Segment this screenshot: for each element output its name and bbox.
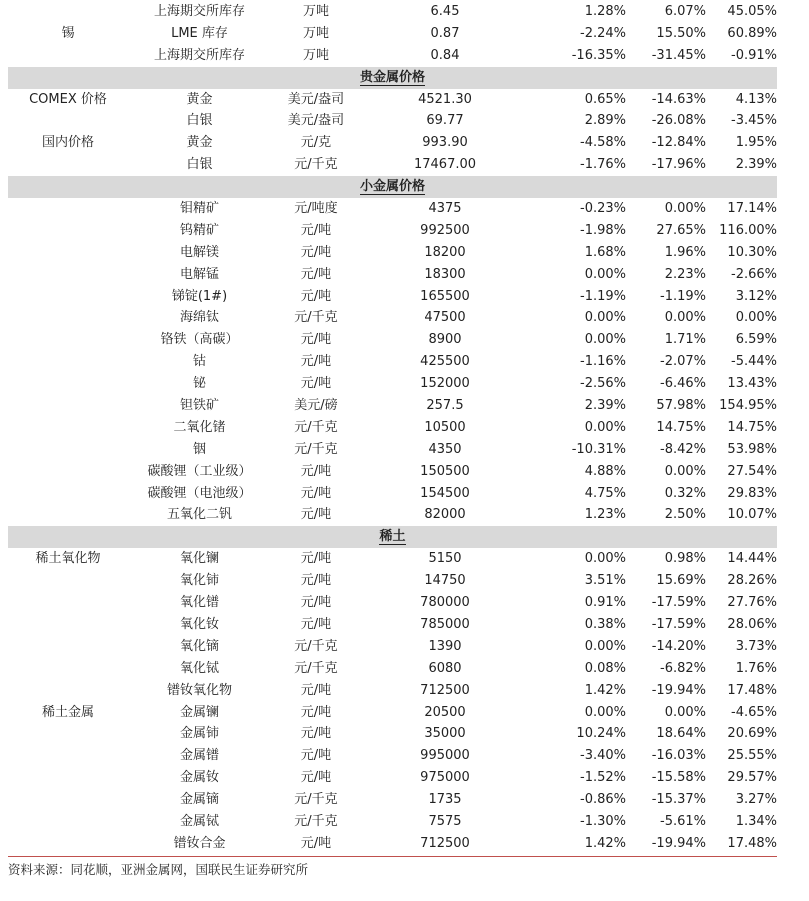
row-price: 47500 [424,310,466,326]
row-name: 五氧化二钒 [166,507,232,523]
table-row [8,833,777,855]
row-change-2: -5.61% [660,813,706,829]
price-table [8,1,777,855]
row-name: 铬铁（高碳） [160,332,239,348]
row-change-2: -6.46% [660,376,706,392]
row-name: 钼精矿 [179,201,219,217]
row-change-3: 3.27% [735,792,777,808]
row-name: 钴 [192,354,206,370]
minor-block [8,198,777,526]
row-price: 20500 [424,704,466,720]
row-change-3: 1.76% [735,660,777,676]
row-change-3: -5.44% [731,354,777,370]
row-price: 785000 [420,616,470,632]
table-row [8,504,777,526]
row-name: 金属铽 [179,813,219,829]
row-change-3: 4.13% [735,91,777,107]
row-change-3: 20.69% [727,726,777,742]
row-change-1: 0.00% [584,266,626,282]
row-price: 10500 [424,419,466,435]
row-name: 氧化镝 [179,638,219,654]
section-precious [8,67,777,89]
table-row [8,614,777,636]
table-bottom-rule [8,856,777,857]
row-price: 975000 [420,770,470,786]
row-change-3: 14.44% [727,551,777,567]
row-unit: 元/吨 [300,573,332,589]
row-change-1: -2.24% [580,25,626,41]
row-name: 镨钕氧化物 [166,682,232,698]
row-unit: 元/吨 [300,266,332,282]
row-change-1: 0.65% [584,91,626,107]
row-unit: 元/吨 [300,835,332,851]
row-change-2: -12.84% [651,135,706,151]
row-change-1: 0.91% [584,595,626,611]
row-unit: 元/千克 [294,792,338,808]
row-change-3: 60.89% [727,25,777,41]
row-change-3: 53.98% [727,441,777,457]
row-change-2: -17.59% [651,595,706,611]
row-change-3: 17.14% [727,201,777,217]
row-name: 氧化镨 [179,595,219,611]
row-unit: 元/吨 [300,244,332,260]
row-change-1: 3.51% [584,573,626,589]
section-minor-title: 小金属价格 [359,179,425,195]
row-price: 69.77 [426,113,464,129]
row-name: 氧化钕 [179,616,219,632]
row-price: 6.45 [430,4,460,19]
table-row [8,264,777,286]
row-change-1: 1.42% [584,835,626,851]
row-price: 780000 [420,595,470,611]
row-unit: 元/千克 [294,660,338,676]
row-name: 黄金 [186,91,213,107]
row-price: 150500 [420,463,470,479]
table-row [8,592,777,614]
row-change-3: 27.76% [727,595,777,611]
row-change-2: -1.19% [660,288,706,304]
source-note: 资料来源：同花顺，亚洲金属网，国联民生证券研究所 [8,862,309,877]
row-change-3: 154.95% [719,398,777,414]
row-change-2: -19.94% [651,835,706,851]
row-unit: 元/吨 [300,507,332,523]
row-change-2: 0.00% [664,463,706,479]
row-price: 35000 [424,726,466,742]
row-name: 上海期交所库存 [153,4,245,19]
row-unit: 元/千克 [294,157,338,173]
row-change-3: 28.06% [727,616,777,632]
row-unit: 元/吨 [300,616,332,632]
row-name: 上海期交所库存 [153,47,245,63]
row-change-1: 1.42% [584,682,626,698]
row-change-1: 0.00% [584,419,626,435]
row-price: 6080 [428,660,462,676]
row-change-2: 57.98% [656,398,706,414]
row-change-3: 13.43% [727,376,777,392]
row-unit: 元/吨 [300,376,332,392]
row-price: 257.5 [426,398,464,414]
row-change-3: 25.55% [727,748,777,764]
row-change-1: 0.00% [584,704,626,720]
row-change-2: 15.50% [656,25,706,41]
row-unit: 元/吨 [300,704,332,720]
row-name: 白银 [186,113,213,129]
row-name: 钽铁矿 [179,398,219,414]
row-unit: 元/吨 [300,288,332,304]
row-change-1: 0.08% [584,660,626,676]
row-change-2: -31.45% [651,47,706,63]
row-change-3: -2.66% [731,266,777,282]
table-row [8,132,777,154]
row-change-1: 0.00% [584,638,626,654]
table-row [8,745,777,767]
row-name: 电解锰 [179,266,219,282]
row-change-2: -14.20% [651,638,706,654]
row-group: 稀土金属 [41,704,94,720]
row-name: 金属钕 [179,770,219,786]
row-name: 金属镨 [179,748,219,764]
row-change-1: 2.89% [584,113,626,129]
row-change-1: 0.00% [584,551,626,567]
table-row [8,45,777,67]
row-change-1: -1.52% [580,770,626,786]
row-name: 二氧化锗 [173,419,226,435]
row-price: 425500 [420,354,470,370]
row-change-3: -4.65% [731,704,777,720]
row-change-1: 1.23% [584,507,626,523]
row-change-1: -0.86% [580,792,626,808]
row-change-3: 0.00% [735,310,777,326]
row-name: 黄金 [186,135,213,151]
table-row [8,570,777,592]
row-change-1: 4.88% [584,463,626,479]
row-change-2: -17.59% [651,616,706,632]
row-change-3: 2.39% [735,157,777,173]
row-unit: 元/吨 [300,682,332,698]
row-change-3: 116.00% [719,222,777,238]
row-change-1: -1.98% [580,222,626,238]
row-change-3: 17.48% [727,682,777,698]
table-row [8,286,777,308]
row-change-3: 29.57% [727,770,777,786]
row-unit: 元/吨 [300,332,332,348]
row-price: 0.87 [430,25,460,41]
section-precious-title: 贵金属价格 [359,69,425,85]
row-change-2: 14.75% [656,419,706,435]
row-unit: 美元/磅 [294,398,338,414]
table-row [8,723,777,745]
row-unit: 元/千克 [294,441,338,457]
row-name: 金属镝 [179,792,219,808]
row-change-1: -16.35% [571,47,626,63]
row-change-1: -3.40% [580,748,626,764]
row-change-2: 2.50% [664,507,706,523]
row-change-2: 18.64% [656,726,706,742]
table-row [8,636,777,658]
tin-block [8,1,777,67]
row-unit: 元/吨 [300,770,332,786]
row-group: 锡 [61,25,75,41]
row-unit: 元/吨 [300,463,332,479]
row-change-1: -1.30% [580,813,626,829]
row-name: 氧化镧 [179,551,219,567]
row-change-2: 0.00% [664,310,706,326]
table-row [8,154,777,176]
row-change-1: 2.39% [584,398,626,414]
row-unit: 美元/盎司 [287,113,345,129]
row-price: 993.90 [422,135,468,151]
table-row [8,351,777,373]
row-unit: 元/吨 [300,726,332,742]
table-row [8,220,777,242]
row-unit: 元/千克 [294,638,338,654]
row-change-1: -10.31% [571,441,626,457]
row-name: 锑锭(1#) [171,288,228,304]
row-change-1: -1.19% [580,288,626,304]
row-change-3: -0.91% [731,47,777,63]
row-change-1: -0.23% [580,201,626,217]
row-change-2: 1.71% [664,332,706,348]
row-unit: 元/吨 [300,595,332,611]
row-name: 白银 [186,157,213,173]
row-price: 14750 [424,573,466,589]
row-price: 0.84 [430,47,460,63]
row-price: 995000 [420,748,470,764]
row-group: 稀土氧化物 [35,551,101,567]
row-price: 4375 [428,201,462,217]
table-row [8,110,777,132]
table-row [8,680,777,702]
row-change-1: -2.56% [580,376,626,392]
row-unit: 万吨 [302,4,329,19]
row-name: 碳酸锂（工业级） [147,463,252,479]
table-row [8,811,777,833]
row-price: 165500 [420,288,470,304]
row-change-2: -17.96% [651,157,706,173]
table-row [8,789,777,811]
row-change-2: 0.98% [664,551,706,567]
row-change-3: 27.54% [727,463,777,479]
table-row [8,439,777,461]
row-change-2: 0.32% [664,485,706,501]
row-price: 154500 [420,485,470,501]
row-price: 712500 [420,835,470,851]
row-change-3: 3.73% [735,638,777,654]
row-name: LME 库存 [171,25,228,41]
row-unit: 元/吨度 [294,201,338,217]
row-name: 钨精矿 [179,222,219,238]
row-unit: 元/千克 [294,419,338,435]
row-price: 8900 [428,332,462,348]
row-change-2: 15.69% [656,573,706,589]
row-change-3: 10.30% [727,244,777,260]
row-change-2: -6.82% [660,660,706,676]
table-row [8,1,777,23]
row-name: 氧化铽 [179,660,219,676]
row-change-1: 0.38% [584,616,626,632]
rare-earth-block [8,548,777,854]
row-name: 海绵钛 [179,310,219,326]
row-change-2: -14.63% [651,91,706,107]
row-price: 18300 [424,266,466,282]
row-change-2: -2.07% [660,354,706,370]
table-row [8,658,777,680]
row-change-2: -16.03% [651,748,706,764]
table-row [8,767,777,789]
table-row [8,373,777,395]
section-rare-earth-title: 稀土 [379,529,406,545]
row-change-2: 1.96% [664,244,706,260]
row-price: 1735 [428,792,462,808]
table-row [8,461,777,483]
row-unit: 元/吨 [300,485,332,501]
row-change-3: -3.45% [731,113,777,129]
row-unit: 元/吨 [300,551,332,567]
row-change-2: -19.94% [651,682,706,698]
row-change-1: 0.00% [584,310,626,326]
row-unit: 元/吨 [300,748,332,764]
row-change-2: -8.42% [660,441,706,457]
row-change-1: -1.16% [580,354,626,370]
row-name: 电解镁 [179,244,219,260]
row-change-3: 1.34% [735,813,777,829]
row-unit: 美元/盎司 [287,91,345,107]
row-price: 152000 [420,376,470,392]
row-price: 5150 [428,551,462,567]
row-change-2: -15.37% [651,792,706,808]
row-change-2: 0.00% [664,201,706,217]
row-name: 铋 [192,376,206,392]
row-change-1: -1.76% [580,157,626,173]
row-group: COMEX 价格 [29,91,107,107]
row-unit: 元/吨 [300,222,332,238]
row-change-2: 2.23% [664,266,706,282]
row-change-3: 29.83% [727,485,777,501]
section-rare-earth [8,526,777,548]
row-group: 国内价格 [41,135,94,151]
row-change-2: 0.00% [664,704,706,720]
row-change-2: 6.07% [664,4,706,19]
row-change-1: -4.58% [580,135,626,151]
table-row [8,307,777,329]
row-change-1: 4.75% [584,485,626,501]
precious-block [8,89,777,177]
table-row [8,702,777,724]
row-unit: 元/千克 [294,310,338,326]
row-price: 1390 [428,638,462,654]
row-name: 碳酸锂（电池级） [147,485,252,501]
row-change-1: 1.68% [584,244,626,260]
table-row [8,89,777,111]
row-change-2: -26.08% [651,113,706,129]
table-row [8,329,777,351]
table-row [8,23,777,45]
table-row [8,242,777,264]
row-name: 铟 [192,441,206,457]
row-price: 712500 [420,682,470,698]
row-change-3: 10.07% [727,507,777,523]
row-name: 镨钕合金 [173,835,226,851]
row-name: 氧化铈 [179,573,219,589]
row-price: 992500 [420,222,470,238]
table-row [8,395,777,417]
row-change-3: 6.59% [735,332,777,348]
row-change-1: 10.24% [576,726,626,742]
row-change-3: 17.48% [727,835,777,851]
table-row [8,417,777,439]
row-unit: 万吨 [302,25,329,41]
section-minor [8,176,777,198]
row-name: 金属铈 [179,726,219,742]
row-change-3: 45.05% [727,4,777,19]
row-unit: 元/克 [300,135,332,151]
row-change-1: 1.28% [584,4,626,19]
row-change-3: 14.75% [727,419,777,435]
table-row [8,483,777,505]
row-unit: 万吨 [302,47,329,63]
row-price: 4350 [428,441,462,457]
row-price: 4521.30 [418,91,472,107]
row-price: 82000 [424,507,466,523]
row-price: 17467.00 [413,157,477,173]
row-price: 18200 [424,244,466,260]
row-change-3: 1.95% [735,135,777,151]
row-unit: 元/吨 [300,354,332,370]
table-row [8,548,777,570]
row-change-2: 27.65% [656,222,706,238]
table-row [8,198,777,220]
row-change-1: 0.00% [584,332,626,348]
row-change-3: 28.26% [727,573,777,589]
row-name: 金属镧 [179,704,219,720]
row-unit: 元/千克 [294,813,338,829]
row-price: 7575 [428,813,462,829]
row-change-3: 3.12% [735,288,777,304]
row-change-2: -15.58% [651,770,706,786]
